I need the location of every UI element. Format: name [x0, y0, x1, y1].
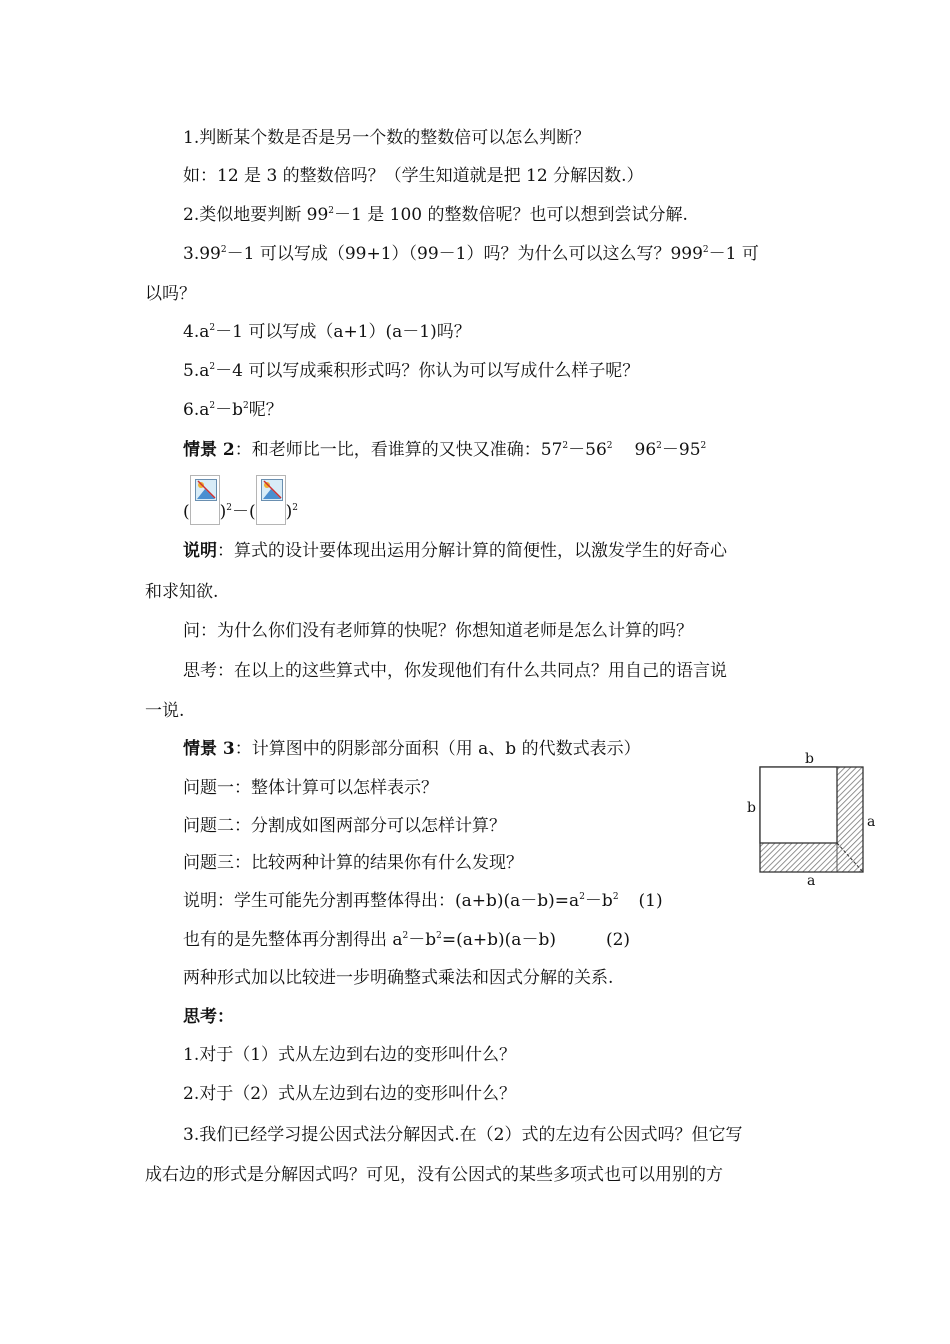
line-2: 如：12 是 3 的整数倍吗？（学生知道就是把 12 分解因数.）: [183, 166, 644, 186]
line-8: $6.a^2-b^2$呢？: [183, 400, 283, 420]
line-23: 思考：: [183, 1007, 234, 1027]
line-14: 思考：在以上的这些算式中，你发现他们有什么共同点？用自己的语言说: [183, 661, 727, 681]
label-top: b: [805, 751, 814, 767]
image-placeholder-icon: [190, 475, 220, 525]
line-17: 问题一：整体计算可以怎样表示？: [183, 778, 438, 798]
line-19: 问题三：比较两种计算的结果你有什么发现？: [183, 853, 523, 873]
line-26: 3.我们已经学习提公因式法分解因式.在（2）式的左边有公因式吗？但它写: [183, 1125, 743, 1145]
shaded-region-right: [837, 767, 863, 872]
line-21: 也有的是先整体再分割得出 $a^2-b^2=(a+b)(a-b)$ (2): [183, 930, 631, 950]
label-right: a: [867, 814, 876, 830]
line-9: 情景 2：和老师比一比，看谁算的又快又准确：$57^2-56^2$ $96^2-95^2$: [183, 440, 707, 460]
line-24: 1.对于（1）式从左边到右边的变形叫什么？: [183, 1045, 517, 1065]
label-bottom: a: [807, 873, 816, 888]
shaded-region-bottom: [760, 843, 837, 872]
line-1: 1.判断某个数是否是另一个数的整数倍可以怎么判断？: [183, 128, 591, 148]
line-22: 两种形式加以比较进一步明确整式乘法和因式分解的关系.: [183, 968, 614, 988]
inner-square: [760, 767, 837, 843]
line-15: 一说.: [145, 701, 185, 721]
line-6: $4.a^2-1$ 可以写成（a+1）(a－1)吗？: [183, 322, 471, 342]
line-18: 问题二：分割成如图两部分可以怎样计算？: [183, 816, 506, 836]
image-placeholder-icon: [256, 475, 286, 525]
square-figure: [745, 748, 885, 888]
line-13: 问：为什么你们没有老师算的快呢？你想知道老师是怎么计算的吗？: [183, 621, 693, 641]
line-11: 说明：算式的设计要体现出运用分解计算的简便性，以激发学生的好奇心: [183, 541, 727, 561]
line-16: 情景 3：计算图中的阴影部分面积（用 a、b 的代数式表示）: [183, 739, 641, 759]
label-left: b: [747, 800, 756, 816]
line-7: $5.a^2-4$ 可以写成乘积形式吗？你认为可以写成什么样子呢？: [183, 361, 640, 381]
line-20: 说明：学生可能先分割再整体得出：$(a+b)(a-b)=a^2-b^2$ (1): [183, 891, 663, 911]
line-5: 以吗？: [145, 284, 196, 304]
line-4: $3.99^2-1$ 可以写成（99+1）（99－1）吗？为什么可以这么写？$999^2-1$ 可: [183, 244, 759, 264]
line-3: 2.类似地要判断 $99^2-1$ 是 100 的整数倍呢？也可以想到尝试分解.: [183, 205, 688, 225]
line-10-expression: ( )$^2$－( )$^2$: [183, 475, 298, 537]
line-12: 和求知欲.: [145, 582, 219, 602]
line-27: 成右边的形式是分解因式吗？可见，没有公因式的某些多项式也可以用别的方: [145, 1165, 723, 1185]
line-25: 2.对于（2）式从左边到右边的变形叫什么？: [183, 1084, 517, 1104]
